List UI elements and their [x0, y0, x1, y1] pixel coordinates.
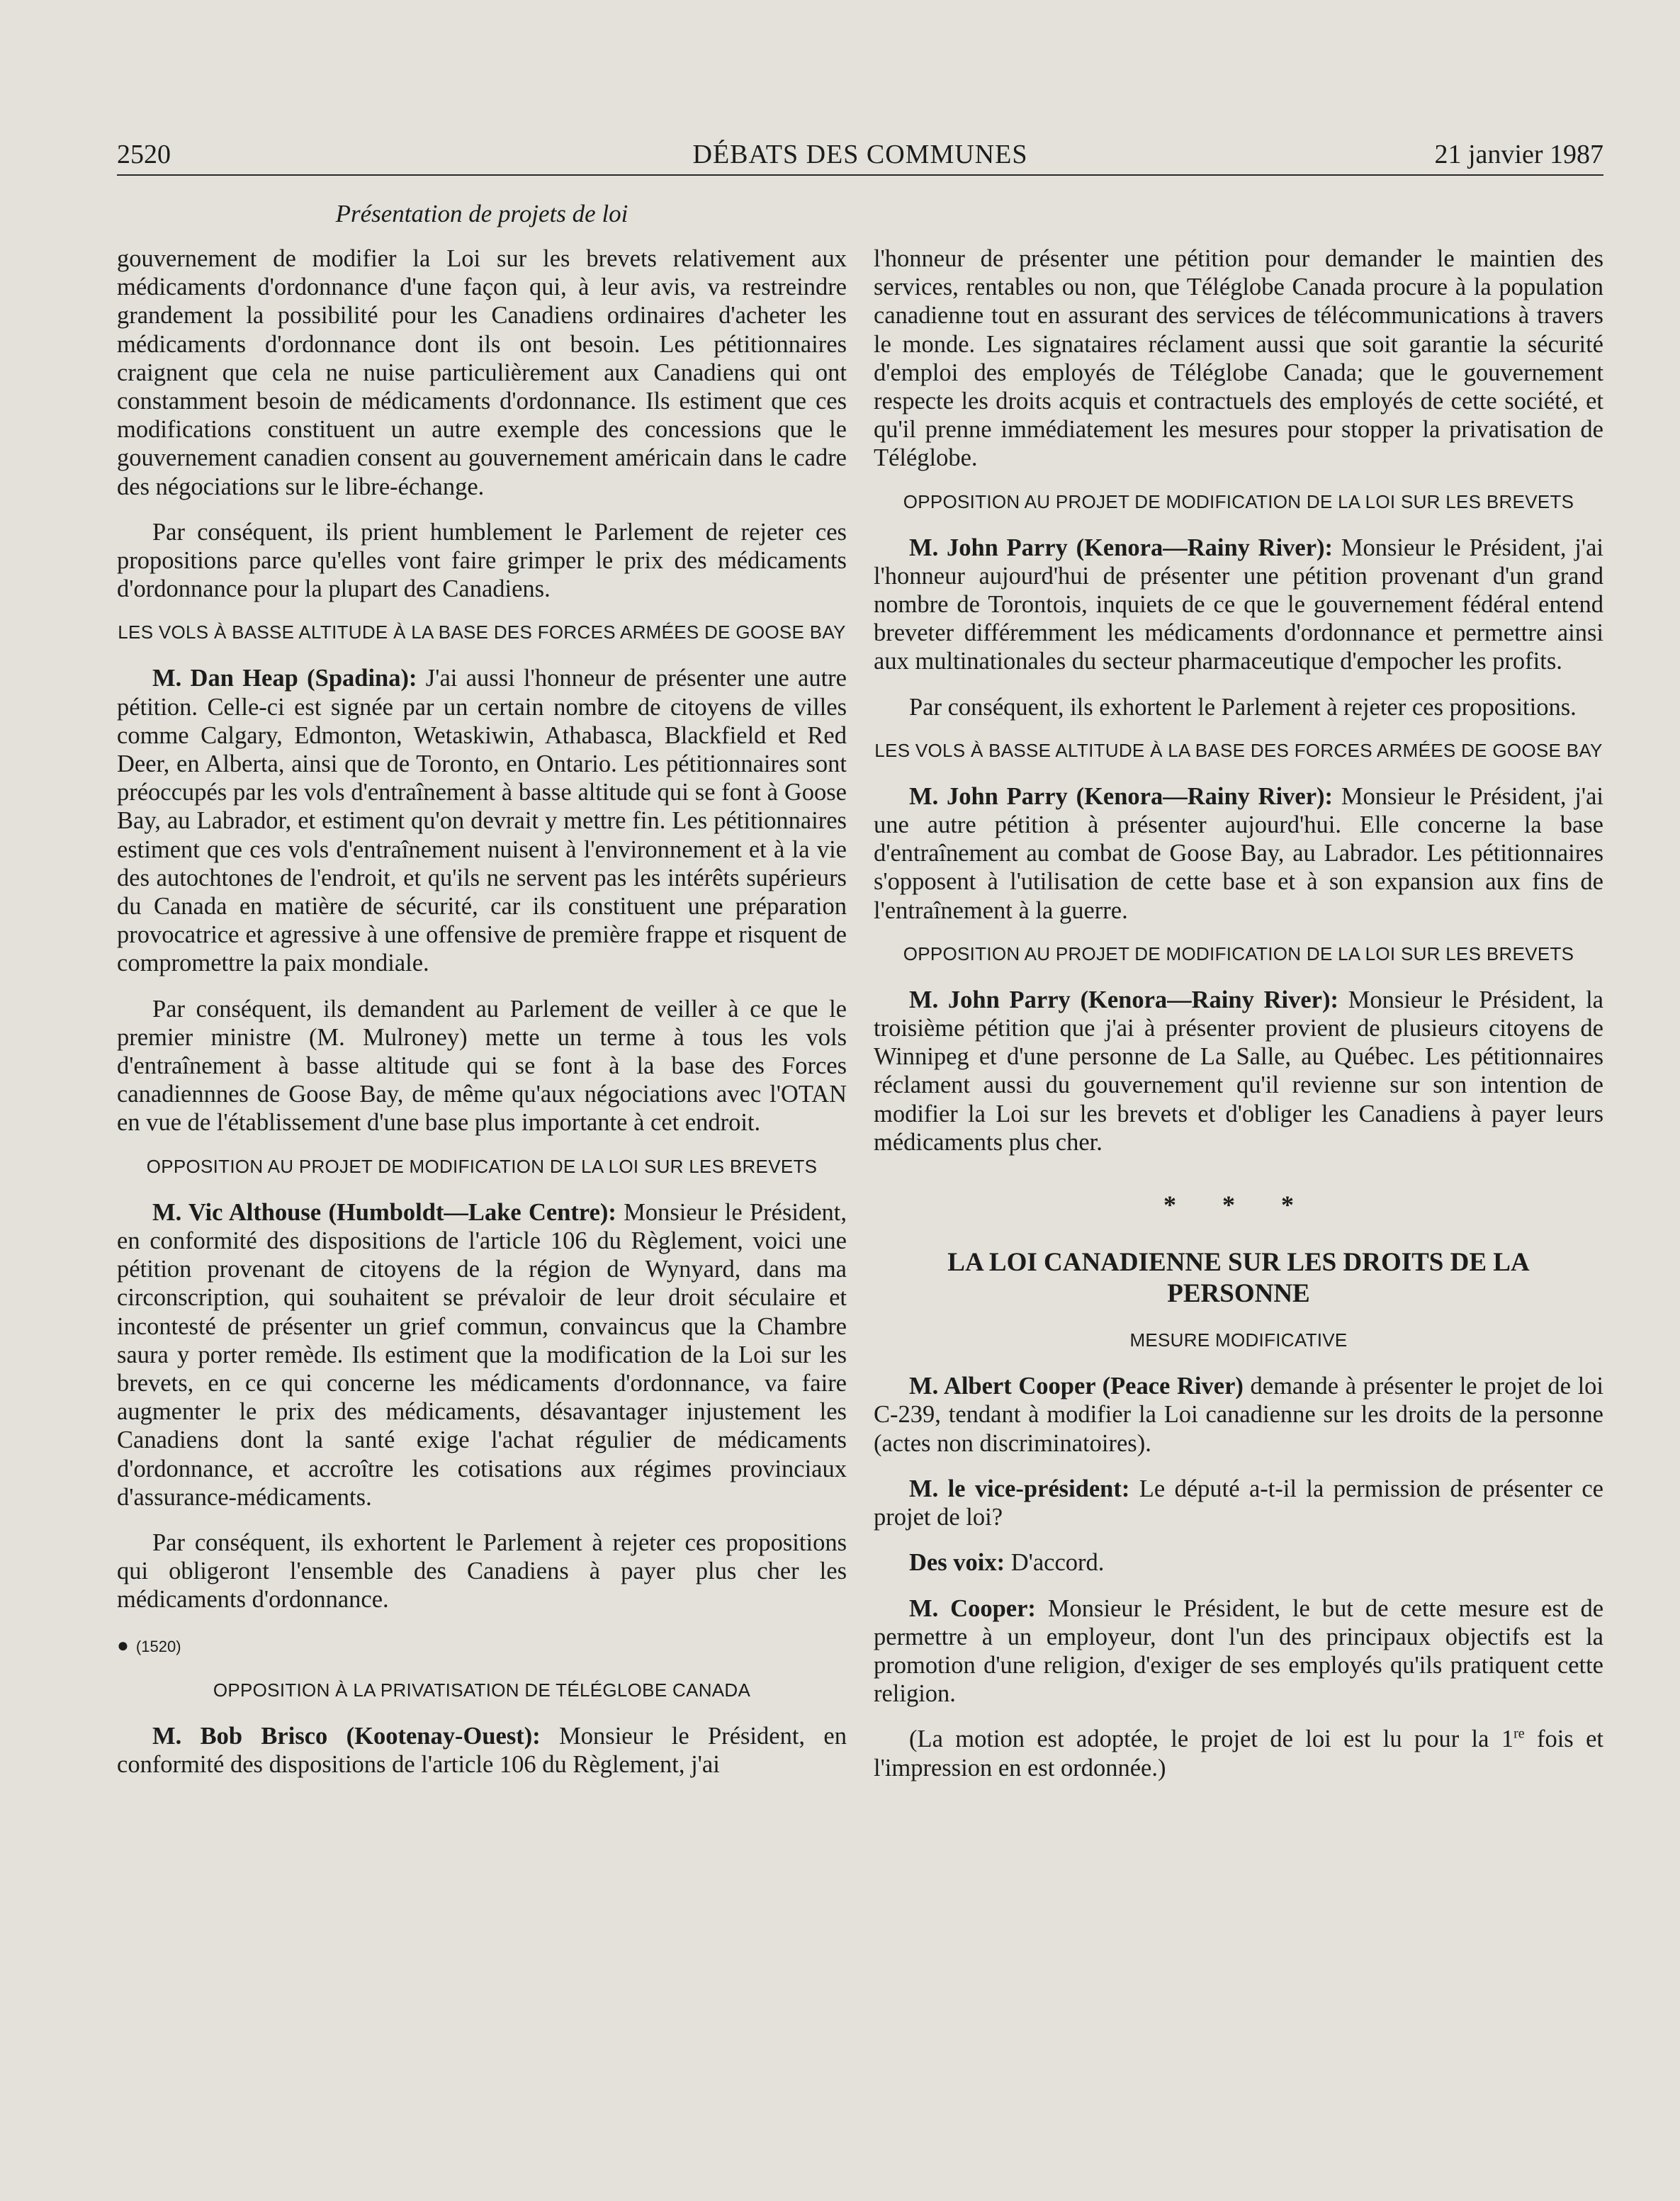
bullet-icon: ●	[117, 1633, 129, 1656]
speaker-name: M. Vic Althouse (Humboldt—Lake Centre):	[152, 1198, 616, 1226]
speech-paragraph	[117, 1722, 847, 1779]
paragraph: l'honneur de présenter une pétition pour demander le maintien des services, rentables ou non, que Téléglobe Canada procure à la population canadienne tout en assurant des services de télécommunications à travers le monde. Les signataires réclament aussi que soit garantie la sécurité d'emploi des employés de Téléglobe Canada; que le gouvernement respecte les droits acquis et contractuels des employés de cette société, et qu'il prenne immédiatement les mesures pour stopper la privatisation de Téléglobe.	[874, 245, 1603, 472]
speech-text: D'accord.	[1010, 1549, 1105, 1577]
section-heading: LES VOLS À BASSE ALTITUDE À LA BASE DES FORCES ARMÉES DE GOOSE BAY	[118, 621, 846, 643]
page-number: 2520	[117, 140, 171, 169]
speech-text: J'ai aussi l'honneur de présenter une autre pétition. Celle-ci est signée par un certain nombre de citoyens de villes comme Calgary, Edmonton, Wetaskiwin, Athabasca, Blackfield et Red Deer, en Alberta, ainsi que de Toronto, en Ontario. Les pétitionnaires sont préoccupés par les vols d'entraînement à basse altitude qui se font à Goose Bay, au Labrador, et estiment qu'on devrait y mettre fin. Les pétitionnaires estiment que ces vols d'entraînement nuisent à l'environnement et à la vie des autochtones de l'endroit, et qu'ils ne servent pas les intérêts supérieurs du Canada en matière de sécurité, car ils constituent une préparation provocatrice et agressive à une offensive de première frappe et risquent de compromettre la paix mondiale.	[117, 665, 847, 977]
speaker-name: M. Cooper:	[909, 1594, 1036, 1622]
paragraph: Par conséquent, ils exhortent le Parlement à rejeter ces propositions.	[909, 693, 1577, 721]
header-date: 21 janvier 1987	[1434, 140, 1603, 169]
paragraph: gouvernement de modifier la Loi sur les brevets relativement aux médicaments d'ordonnance d'une façon qui, à leur avis, va restreindre grandement la possibilité pour les Canadiens ordinaires d'acheter les médicaments d'ordonnance dont ils ont besoin. Les pétitionnaires craignent que cela ne nuise particulièrement aux Canadiens qui ont constamment besoin de médicaments d'ordonnance. Ils estiment que ces modifications constituent un autre exemple des concessions que le gouvernement canadien consent au gouvernement américain dans le cadre des négociations sur le libre-échange.	[117, 245, 847, 500]
speech-paragraph	[874, 534, 1603, 676]
speech-text: Monsieur le Président, en conformité des dispositions de l'article 106 du Règlement, voici une pétition provenant de citoyens de la région de Wynyard, dans ma circonscription, qui souhaitent se prévaloir de leur droit séculaire et incontesté de présenter un grief commun, convaincus que la Chambre saura y porter remède. Ils estiment que la modification de la Loi sur les brevets, en ce qui concerne les médicaments d'ordonnance, va faire augmenter le prix des médicaments, désavantager injustement les Canadiens dont la santé exige l'achat régulier de médicaments d'ordonnance, et accroître les cotisations aux régimes provinciaux d'assurance-médicaments.	[117, 1198, 847, 1511]
speaker-name: M. John Parry (Kenora—Rainy River):	[909, 986, 1338, 1013]
paragraph: Par conséquent, ils demandent au Parlement de veiller à ce que le premier ministre (M. Mulroney) mette un terme à tous les vols d'entraînement à basse altitude qui se font à la base des Forces canadiennnes de Goose Bay, de même qu'aux négociations avec l'OTAN en vue de l'établissement d'une base plus importante à cet endroit.	[117, 995, 847, 1137]
bill-title: LA LOI CANADIENNE SUR LES DROITS DE LA PERSONNE	[947, 1248, 1530, 1309]
speaker-name: Des voix:	[909, 1549, 1005, 1577]
running-title: DÉBATS DES COMMUNES	[692, 140, 1028, 169]
speaker-name: M. Bob Brisco (Kootenay-Ouest):	[152, 1722, 541, 1750]
speech-paragraph	[874, 1372, 1603, 1458]
speech-text: Le député a-t-il la permission de présenter ce projet de loi?	[874, 1475, 1603, 1531]
speech-paragraph	[874, 1475, 1603, 1531]
section-heading: OPPOSITION AU PROJET DE MODIFICATION DE LA LOI SUR LES BREVETS	[903, 942, 1574, 964]
speech-paragraph	[117, 1198, 847, 1512]
bill-subheading: MESURE MODIFICATIVE	[1129, 1329, 1348, 1351]
speaker-name: M. John Parry (Kenora—Rainy River):	[909, 534, 1334, 561]
note-text: (La motion est adoptée, le projet de loi est lu pour la 1	[909, 1726, 1514, 1753]
speaker-name: M. Albert Cooper (Peace River)	[909, 1373, 1244, 1400]
speech-paragraph	[117, 664, 847, 977]
note-text-end: fois et l'impression en est ordonnée.)	[874, 1726, 1603, 1781]
section-subheader: Présentation de projets de loi	[335, 200, 628, 227]
paragraph: Par conséquent, ils exhortent le Parlement à rejeter ces propositions qui obligeront l'ensemble des Canadiens à payer plus cher les médicaments d'ordonnance.	[117, 1529, 847, 1614]
speech-text: Monsieur le Président, la troisième pétition que j'ai à présenter provient de plusieurs citoyens de Winnipeg et d'une personne de La Salle, au Québec. Les pétitionnaires réclament aussi du gouvernement qu'il revienne sur son intention de modifier la Loi sur les brevets et d'obliger les Canadiens à payer leurs médicaments plus cher.	[874, 986, 1603, 1156]
speech-text: Monsieur le Président, le but de cette mesure est de permettre à un employeur, dont l'un des principaux objectifs est la promotion d'une religion, d'exiger de ses employés qu'ils pratiquent cette religion.	[874, 1594, 1604, 1708]
procedural-note	[874, 1725, 1603, 1781]
section-heading: OPPOSITION À LA PRIVATISATION DE TÉLÉGLOBE CANADA	[213, 1679, 751, 1701]
speech-paragraph	[874, 1548, 1603, 1577]
left-column	[117, 244, 847, 1796]
section-heading: OPPOSITION AU PROJET DE MODIFICATION DE LA LOI SUR LES BREVETS	[903, 490, 1574, 512]
speech-text: demande à présenter le projet de loi C-239, tendant à modifier la Loi canadienne sur les droits de la personne (actes non discriminatoires).	[874, 1373, 1603, 1457]
ordinal-superscript: re	[1513, 1726, 1525, 1742]
speech-paragraph	[874, 986, 1603, 1156]
speech-text: Monsieur le Président, j'ai l'honneur aujourd'hui de présenter une pétition provenant d'un grand nombre de Torontois, inquiets de ce que le gouvernement fédéral entend breveter différemment les médicaments d'ordonnance et permettre ainsi aux multinationales du secteur pharmaceutique d'empocher les profits.	[874, 534, 1604, 675]
timestamp: (1520)	[135, 1637, 181, 1655]
speech-paragraph	[874, 782, 1603, 925]
speaker-name: M. John Parry (Kenora—Rainy River):	[909, 782, 1334, 810]
section-heading: LES VOLS À BASSE ALTITUDE À LA BASE DES FORCES ARMÉES DE GOOSE BAY	[874, 739, 1603, 761]
page-header	[117, 135, 1603, 176]
speaker-name: M. le vice-président:	[909, 1475, 1130, 1502]
speech-paragraph	[874, 1594, 1603, 1709]
section-heading: OPPOSITION AU PROJET DE MODIFICATION DE LA LOI SUR LES BREVETS	[146, 1155, 818, 1177]
speech-text: Monsieur le Président, en conformité des dispositions de l'article 106 du Règlement, j'ai	[117, 1722, 847, 1778]
right-column	[874, 244, 1603, 1799]
speech-text: Monsieur le Président, j'ai une autre pétition à présenter aujourd'hui. Elle concerne la base d'entraînement au combat de Goose Bay, au Labrador. Les pétitionnaires s'opposent à l'utilisation de cette base et à son expansion aux fins de l'entraînement à la guerre.	[874, 782, 1604, 924]
paragraph: Par conséquent, ils prient humblement le Parlement de rejeter ces propositions parce qu'elles vont faire grimper le prix des médicaments d'ordonnance pour la plupart des Canadiens.	[117, 518, 847, 603]
section-separator: * * *	[1163, 1190, 1314, 1220]
timestamp-marker	[117, 1631, 847, 1661]
speaker-name: M. Dan Heap (Spadina):	[152, 665, 417, 692]
